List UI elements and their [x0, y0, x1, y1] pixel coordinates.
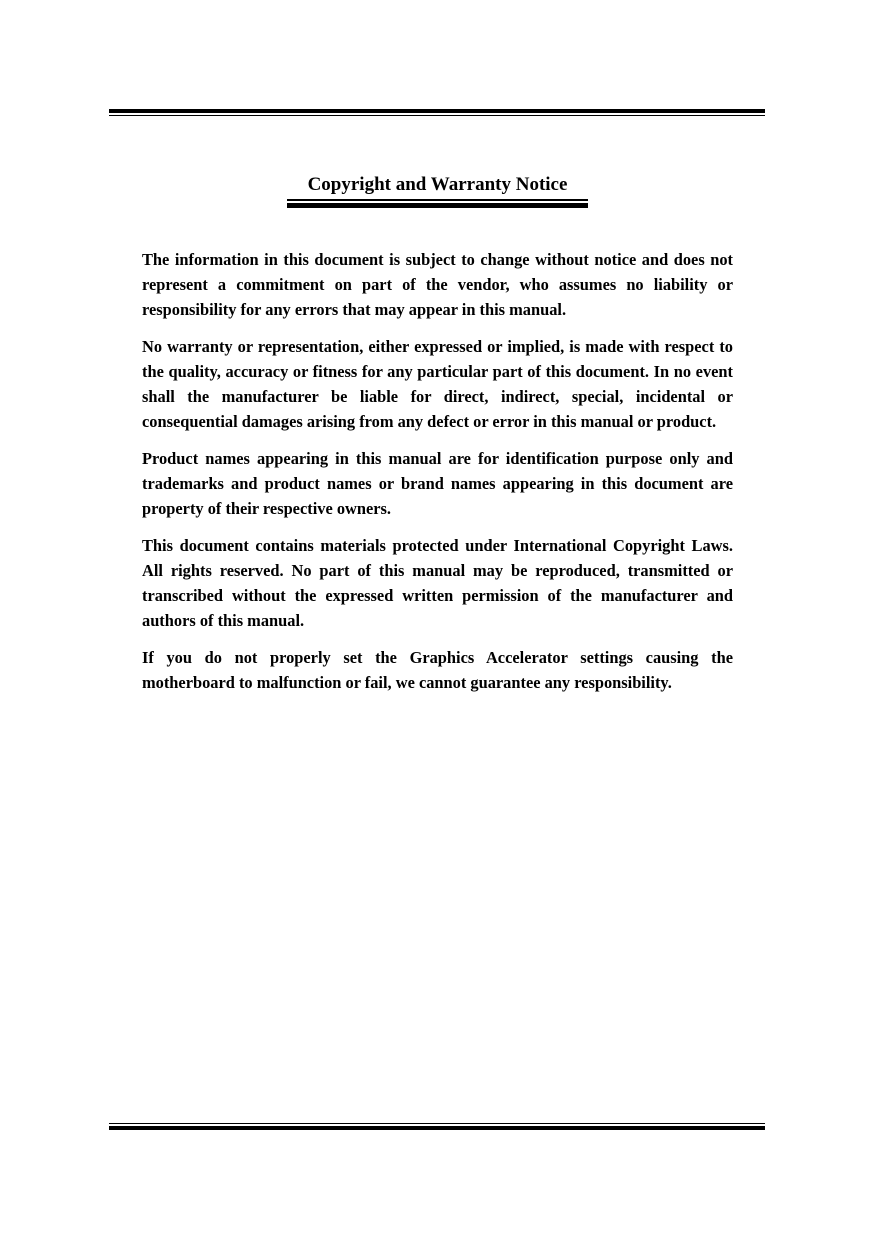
footer-rule-thin-line [109, 1123, 765, 1124]
paragraph: No warranty or representation, either expressed or implied, is made with respect to the quality, accuracy or fitness for any particular part of this document. In no event shall the manufacturer be liable for direct, indirect, special, incidental or consequential damages arising from any defect or error in this manual or product. [142, 337, 733, 431]
paragraph: This document contains materials protected under International Copyright Laws. All rights reserved. No part of this manual may be reproduced, transmitted or transcribed without the expressed written permission of the manufacturer and authors of this manual. [142, 536, 733, 630]
notice-body [142, 247, 733, 707]
paragraph: Product names appearing in this manual are for identification purpose only and trademarks and product names or brand names appearing in this document are property of their respective owners. [142, 449, 733, 518]
title-underline-thin [287, 199, 588, 201]
title-underline-thick [287, 203, 588, 208]
header-rule [109, 109, 765, 116]
page-title: Copyright and Warranty Notice [307, 174, 568, 195]
title-block [287, 172, 588, 208]
header-rule-thick-line [109, 109, 765, 113]
footer-rule-thick-line [109, 1126, 765, 1130]
paragraph: The information in this document is subject to change without notice and does not represent a commitment on part of the vendor, who assumes no liability or responsibility for any errors that may appear in this manual. [142, 250, 733, 319]
footer-rule [109, 1123, 765, 1130]
paragraph: If you do not properly set the Graphics Accelerator settings causing the motherboard to malfunction or fail, we cannot guarantee any responsibility. [142, 648, 733, 692]
header-rule-thin-line [109, 115, 765, 116]
